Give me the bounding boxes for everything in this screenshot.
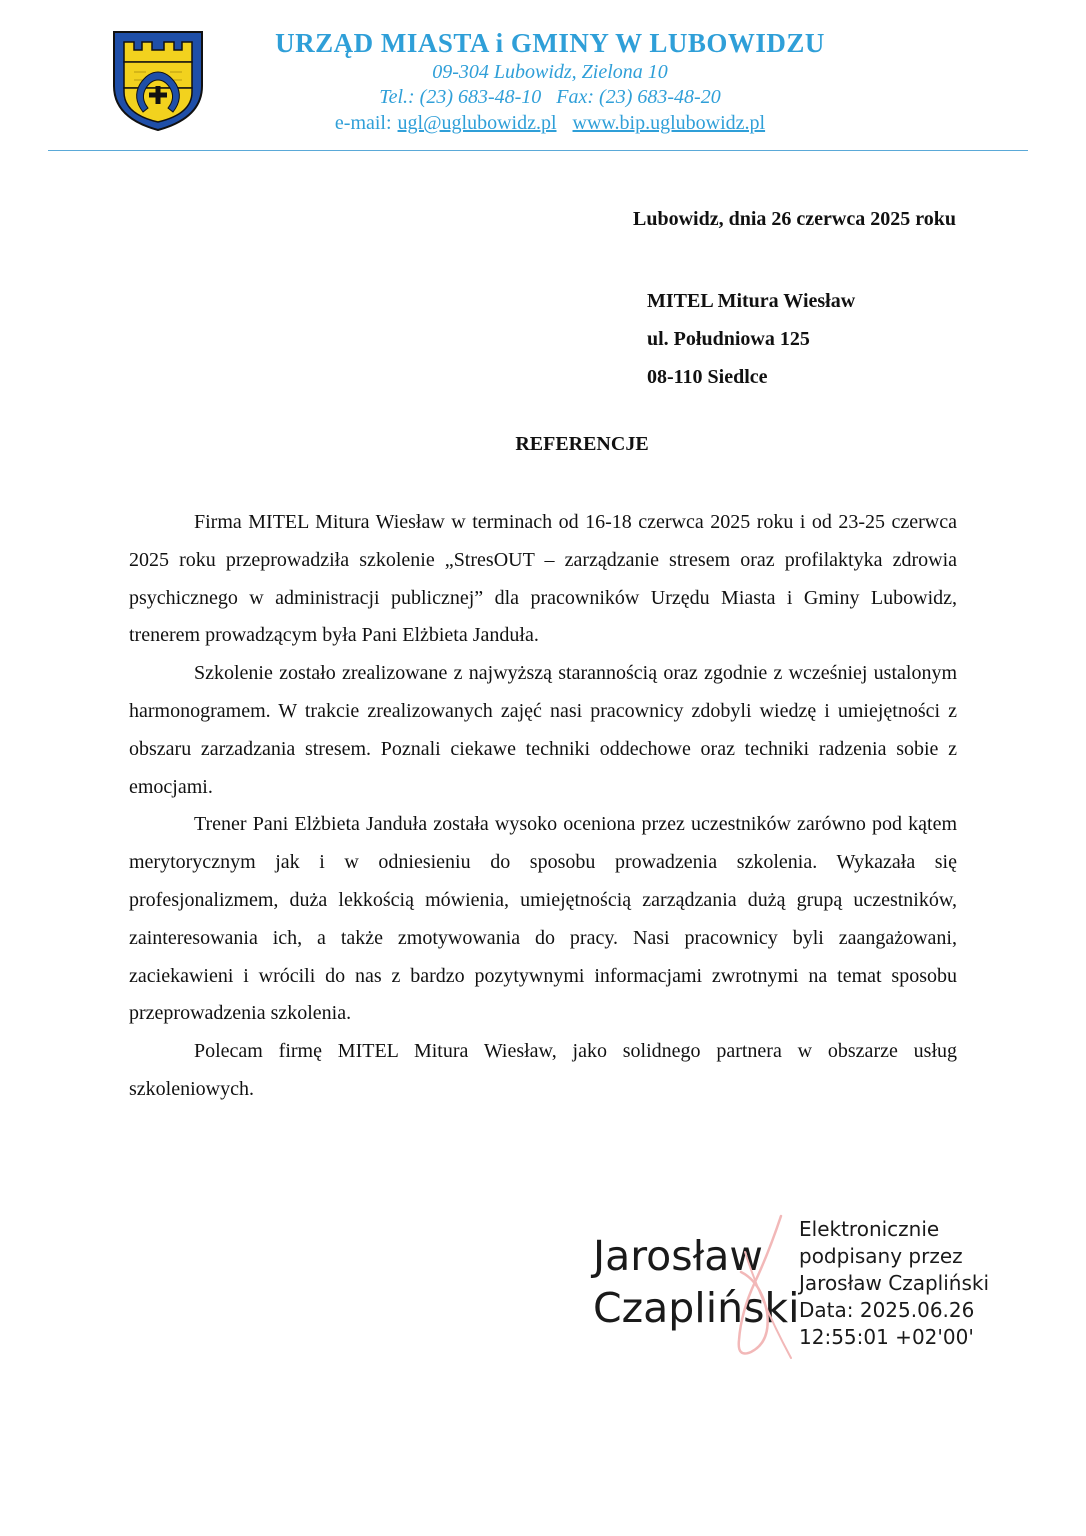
signature-line: 12:55:01 +02'00' <box>799 1325 974 1349</box>
signature-line: podpisany przez <box>799 1244 963 1268</box>
organization-contact <box>230 110 870 136</box>
signer-first-name: Jarosław <box>593 1232 763 1280</box>
electronic-signature <box>593 1212 1013 1362</box>
recipient-name: MITEL Mitura Wiesław <box>647 290 856 312</box>
document-title: REFERENCJE <box>515 433 649 455</box>
header-divider <box>48 150 1028 151</box>
paragraph: Trener Pani Elżbieta Janduła została wysoko oceniona przez uczestników zarówno pod kątem merytorycznym jak i w odniesieniu do sposobu prowadzenia szkolenia. Wykazała się profesjonalizmem, duża lekkością mówienia, umiejętnością zarządzania dużą grupą uczestników, zainteresowania ich, a także zmotywowania do pracy. Nasi pracownicy byli zaangażowani, zaciekawieni i wrócili do nas z bardzo pozytywnymi informacjami zwrotnymi na temat sposobu przeprowadzenia szkolenia. <box>129 813 957 1025</box>
website-link[interactable]: www.bip.uglubowidz.pl <box>572 112 766 134</box>
paragraph: Szkolenie zostało zrealizowane z najwyższą starannością oraz zgodnie z wcześniej ustalonym harmonogramem. W trakcie zrealizowanych zajęć nasi pracownicy zdobyli wiedzę i umiejętności z obszaru zarzadzania stresem. Poznali ciekawe techniki oddechowe oraz techniki radzenia sobie z emocjami. <box>129 662 957 798</box>
recipient-address <box>647 282 855 396</box>
recipient-street: ul. Południowa 125 <box>647 328 810 350</box>
recipient-city: 08-110 Siedlce <box>647 366 768 388</box>
coat-of-arms-icon <box>110 28 206 132</box>
signature-line: Data: 2025.06.26 <box>799 1298 975 1322</box>
organization-name: URZĄD MIASTA i GMINY W LUBOWIDZU <box>275 28 825 58</box>
letterhead <box>230 26 870 136</box>
signer-last-name: Czapliński <box>593 1284 800 1332</box>
signature-details <box>799 1216 989 1351</box>
email-link[interactable]: ugl@uglubowidz.pl <box>397 112 557 134</box>
paragraph: Polecam firmę MITEL Mitura Wiesław, jako solidnego partnera w obszarze usług szkoleniowych. <box>129 1040 957 1100</box>
organization-address: 09-304 Lubowidz, Zielona 10 <box>432 61 668 83</box>
signature-line: Jarosław Czapliński <box>799 1271 990 1295</box>
letter-body <box>129 504 957 1109</box>
paragraph: Firma MITEL Mitura Wiesław w terminach od 16-18 czerwca 2025 roku i od 23-25 czerwca 2025 roku przeprowadziła szkolenie „StresOUT – zarządzanie stresem oraz profilaktyka zdrowia psychicznego w administracji publicznej” dla pracowników Urzędu Miasta i Gminy Lubowidz, trenerem prowadzącym była Pani Elżbieta Janduła. <box>129 511 957 647</box>
organization-phone: Tel.: (23) 683-48-10 Fax: (23) 683-48-20 <box>379 86 721 108</box>
signature-line: Elektronicznie <box>799 1217 940 1241</box>
signature-mark-icon <box>711 1212 801 1362</box>
letter-date: Lubowidz, dnia 26 czerwca 2025 roku <box>633 208 956 230</box>
email-label: e-mail: <box>334 112 392 134</box>
